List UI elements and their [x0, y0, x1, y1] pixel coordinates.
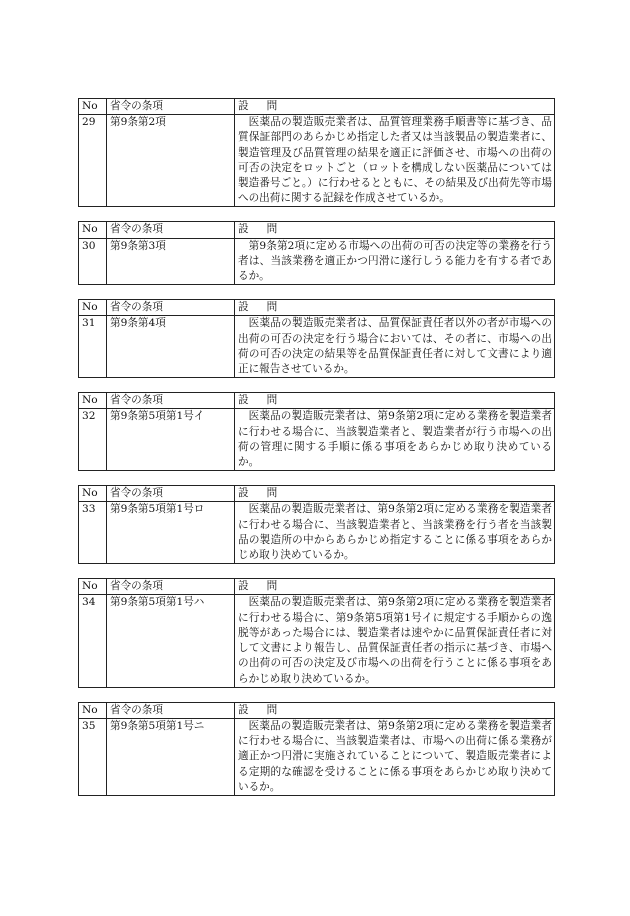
header-no: No: [79, 300, 107, 316]
item-number: 31: [79, 316, 107, 378]
item-number: 29: [79, 115, 107, 207]
item-law-clause: 第9条第2項: [107, 115, 235, 207]
header-question: 設 問: [235, 300, 555, 316]
header-question: 設 問: [235, 702, 555, 718]
item-question: 医薬品の製造販売業者は、第9条第2項に定める業務を製造業者に行わせる場合に、当該製造業者は、市場への出荷に係る業務が適正かつ円滑に実施されていることについて、製造販売業者による定期的な確認を受けることに係る事項をあらかじめ取り決めているか。: [235, 718, 555, 795]
table-header-row: [79, 99, 555, 115]
header-question: 設 問: [235, 486, 555, 502]
item-law-clause: 第9条第3項: [107, 238, 235, 285]
item-number: 32: [79, 409, 107, 471]
table-header-row: [79, 486, 555, 502]
table-row: [79, 115, 555, 207]
table-row: [79, 409, 555, 471]
header-law: 省令の条項: [107, 393, 235, 409]
question-table-34: [78, 578, 555, 687]
header-question: 設 問: [235, 222, 555, 238]
question-table-30: [78, 221, 555, 285]
header-no: No: [79, 393, 107, 409]
header-law: 省令の条項: [107, 486, 235, 502]
item-question: 医薬品の製造販売業者は、第9条第2項に定める業務を製造業者に行わせる場合に、第9条第5項第1号イに規定する手順からの逸脱等があった場合には、製造業者は速やかに品質保証責任者に対して文書により報告し、品質保証責任者の指示に基づき、市場への出荷の可否の決定及び市場への出荷を行うことに係る事項をあらかじめ取り決めているか。: [235, 595, 555, 687]
item-question: 第9条第2項に定める市場への出荷の可否の決定等の業務を行う者は、当該業務を適正かつ円滑に遂行しうる能力を有する者であるか。: [235, 238, 555, 285]
question-table-33: [78, 485, 555, 564]
question-blocks: [78, 98, 554, 810]
header-question: 設 問: [235, 393, 555, 409]
header-law: 省令の条項: [107, 579, 235, 595]
table-header-row: [79, 702, 555, 718]
header-law: 省令の条項: [107, 300, 235, 316]
table-row: [79, 316, 555, 378]
header-no: No: [79, 99, 107, 115]
question-table-32: [78, 392, 555, 471]
table-row: [79, 718, 555, 795]
table-header-row: [79, 393, 555, 409]
item-question: 医薬品の製造販売業者は、品質管理業務手順書等に基づき、品質保証部門のあらかじめ指定した者又は当該製品の製造業者に、製造管理及び品質管理の結果を適正に評価させ、市場への出荷の可否の決定をロットごと（ロットを構成しない医薬品については製造番号ごと。）に行わせるとともに、その結果及び出荷先等市場への出荷に関する記録を作成させているか。: [235, 115, 555, 207]
table-header-row: [79, 222, 555, 238]
item-number: 34: [79, 595, 107, 687]
item-number: 30: [79, 238, 107, 285]
header-question: 設 問: [235, 579, 555, 595]
item-question: 医薬品の製造販売業者は、品質保証責任者以外の者が市場への出荷の可否の決定を行う場合においては、その者に、市場への出荷の可否の決定の結果等を品質保証責任者に対して文書により適正に報告させているか。: [235, 316, 555, 378]
item-law-clause: 第9条第5項第1号イ: [107, 409, 235, 471]
item-law-clause: 第9条第4項: [107, 316, 235, 378]
header-question: 設 問: [235, 99, 555, 115]
header-no: No: [79, 222, 107, 238]
header-no: No: [79, 579, 107, 595]
header-no: No: [79, 702, 107, 718]
table-header-row: [79, 300, 555, 316]
question-table-29: [78, 98, 555, 207]
table-row: [79, 595, 555, 687]
header-law: 省令の条項: [107, 222, 235, 238]
question-table-35: [78, 702, 555, 796]
table-row: [79, 238, 555, 285]
item-question: 医薬品の製造販売業者は、第9条第2項に定める業務を製造業者に行わせる場合に、当該製造業者と、製造業者が行う市場への出荷の管理に関する手順に係る事項をあらかじめ取り決めているか。: [235, 409, 555, 471]
item-number: 35: [79, 718, 107, 795]
item-number: 33: [79, 502, 107, 564]
header-law: 省令の条項: [107, 702, 235, 718]
question-table-31: [78, 299, 555, 378]
table-row: [79, 502, 555, 564]
item-law-clause: 第9条第5項第1号ハ: [107, 595, 235, 687]
item-law-clause: 第9条第5項第1号ニ: [107, 718, 235, 795]
header-no: No: [79, 486, 107, 502]
header-law: 省令の条項: [107, 99, 235, 115]
table-header-row: [79, 579, 555, 595]
item-law-clause: 第9条第5項第1号ロ: [107, 502, 235, 564]
item-question: 医薬品の製造販売業者は、第9条第2項に定める業務を製造業者に行わせる場合に、当該製造業者と、当該業務を行う者を当該製品の製造所の中からあらかじめ指定することに係る事項をあらかじめ取り決めているか。: [235, 502, 555, 564]
